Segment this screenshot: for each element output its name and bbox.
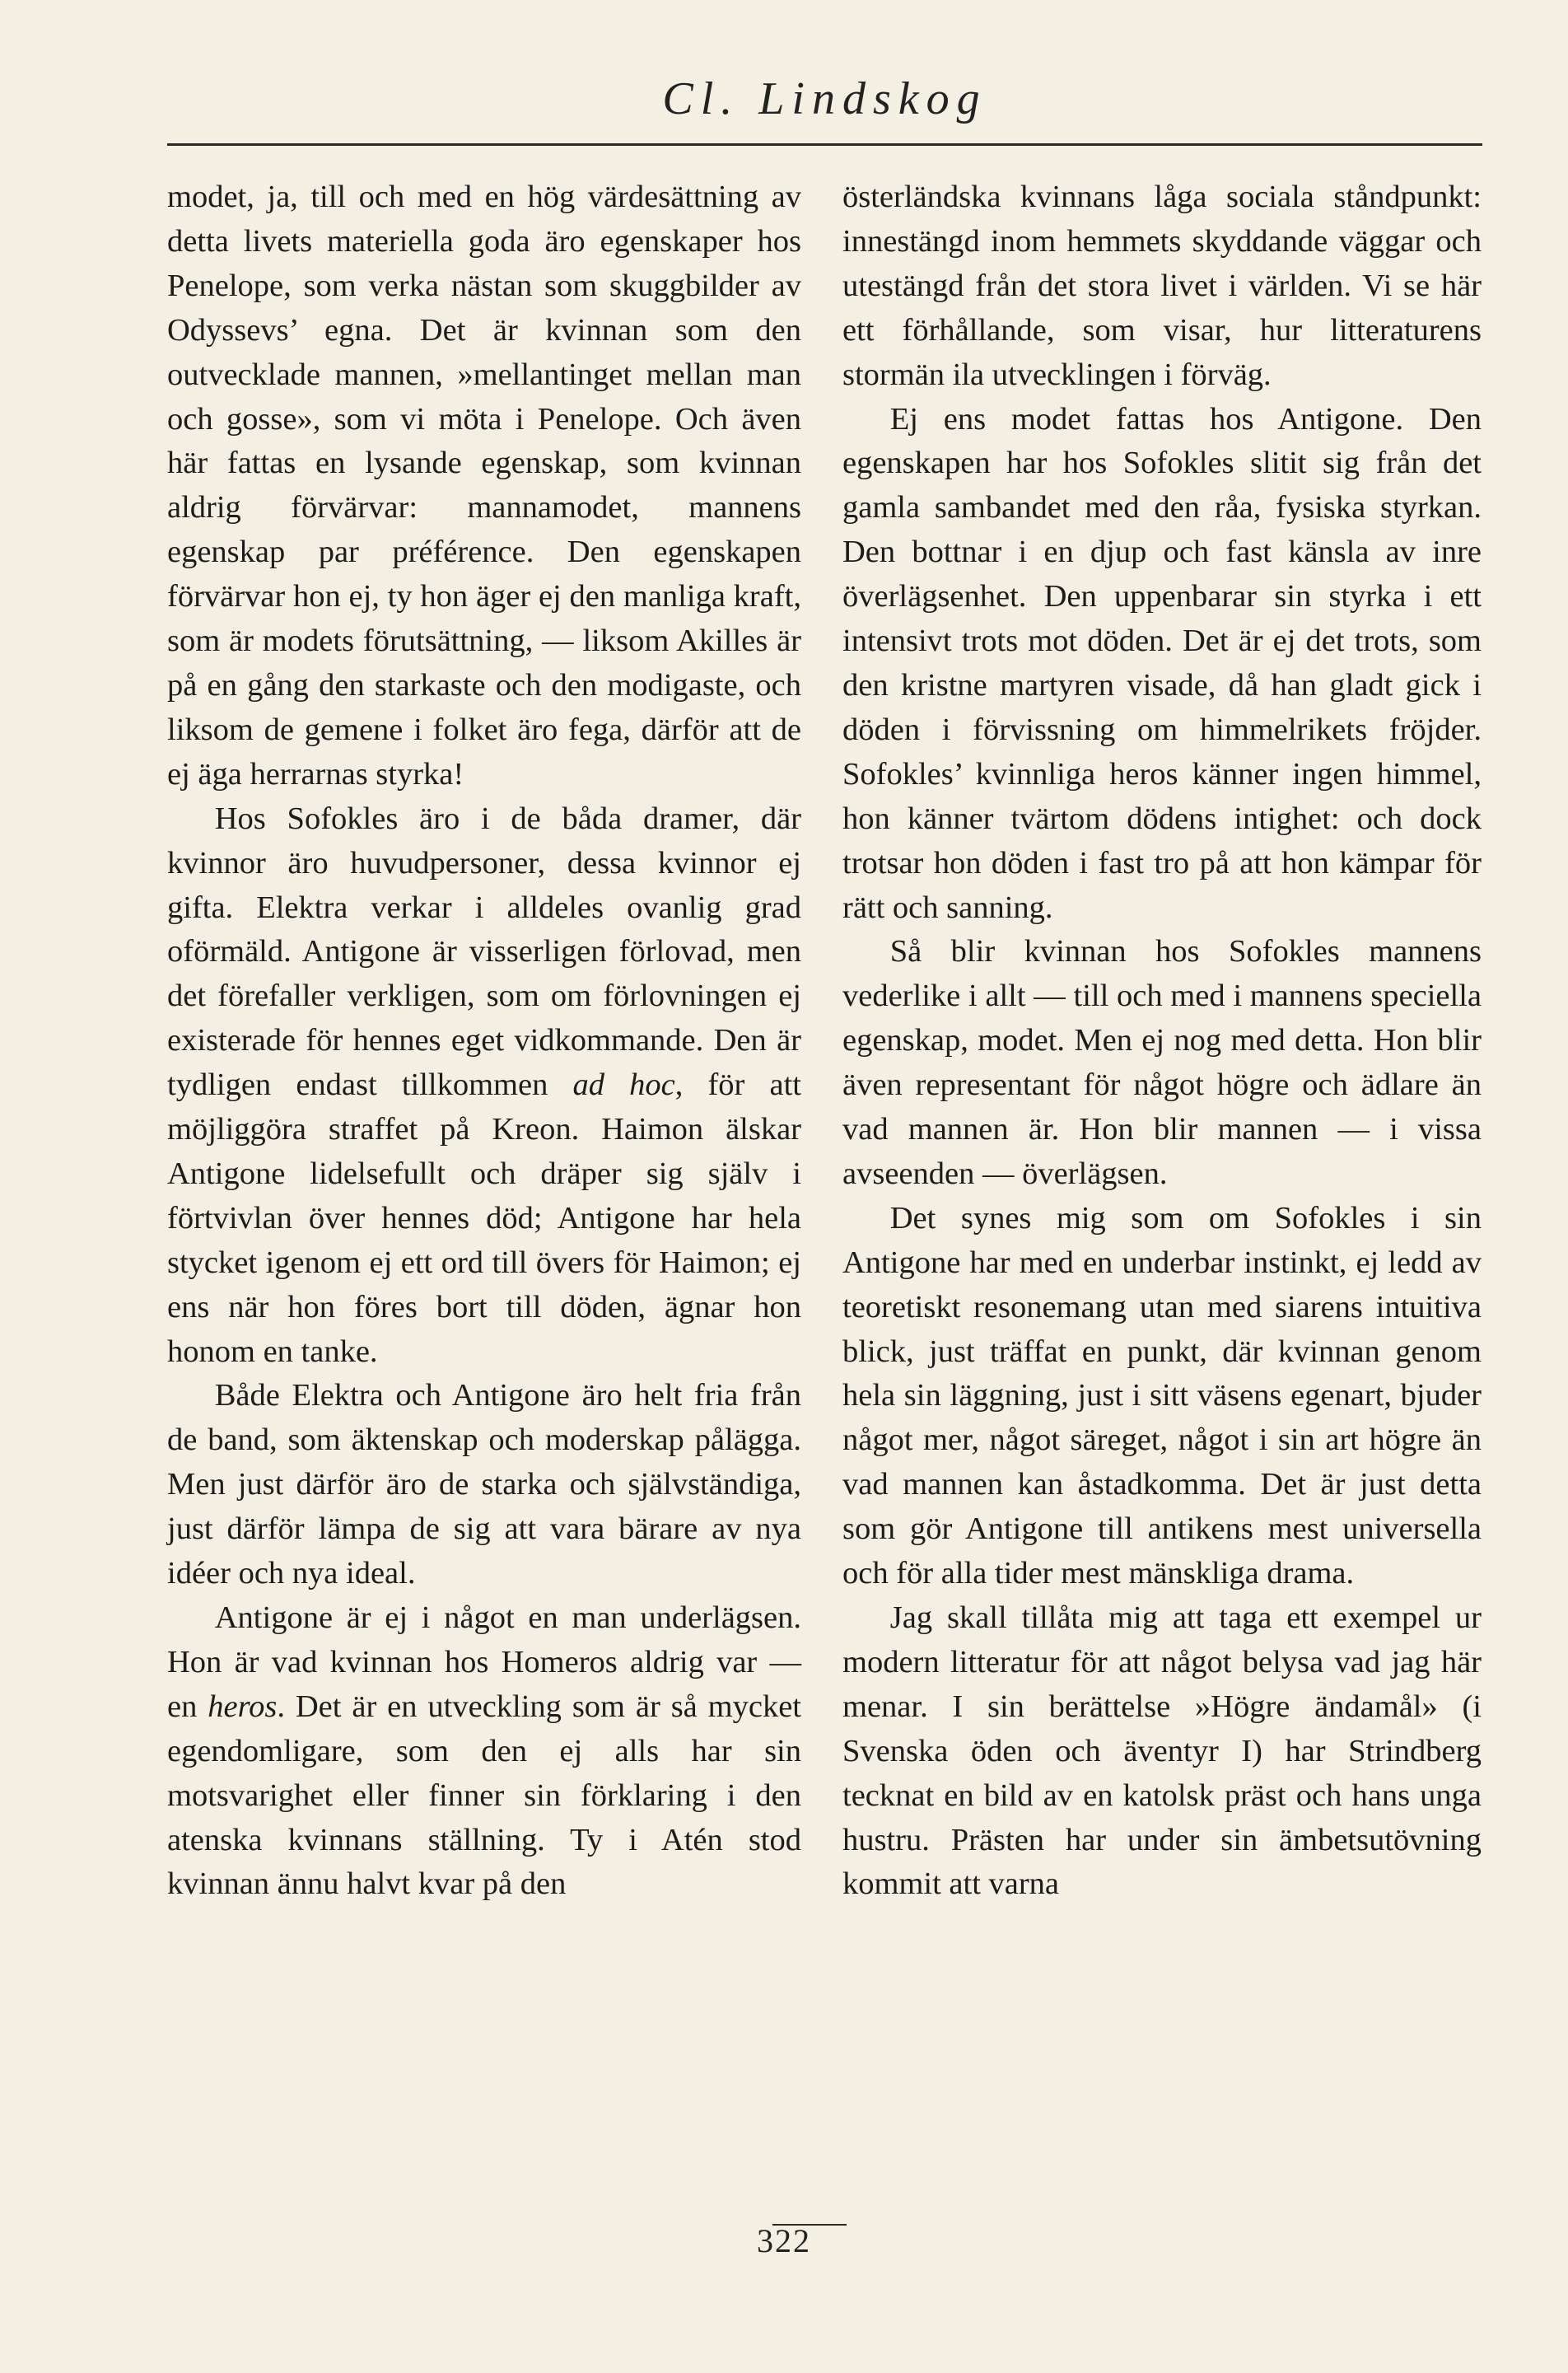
italic-text: ad hoc — [572, 1067, 675, 1103]
paragraph: modet, ja, till och med en hög värdesättning av detta livets materiella goda äro egenskaper hos Penelope, som verka nästan som skuggbilder av Odyssevs’ egna. Det är kvinnan som den outvecklade mannen, »mellantinget mellan man och gosse», som vi möta i Penelope. Och även här fattas en lysande egenskap, som kvinnan aldrig förvärvar: mannamodet, mannens egenskap par préférence. Den egenskapen förvärvar hon ej, ty hon äger ej den manliga kraft, som är modets förutsättning, — liksom Akilles är på en gång den starkaste och den modigaste, och liksom de gemene i folket äro fega, därför att de ej äga herrarnas styrka! — [167, 180, 801, 792]
header-rule — [167, 143, 1482, 146]
paragraph: Ej ens modet fattas hos Antigone. Den egenskapen har hos Sofokles slitit sig från det gamla sambandet med den råa, fysiska styrkan. Den bottnar i en djup och fast känsla av inre överlägsenhet. Den uppenbarar sin styrka i ett intensivt trots mot döden. Det är ej det trots, som den kristne martyren visade, då han gladt gick i döden i förvissning om himmelrikets fröjder. Sofokles’ kvinnliga heros känner ingen himmel, hon känner tvärtom dödens intighet: och dock trotsar hon döden i fast tro på att hon kämpar för rätt och sanning. — [842, 401, 1482, 925]
text-run: . Det är en utveckling som är så mycket egendomligare, som den ej alls har sin motsvarighet eller finner sin förklaring i den atenska kvinnans ställning. Ty i Atén stod kvinnan ännu halvt kvar på den — [167, 1689, 801, 1902]
paragraph: Så blir kvinnan hos Sofokles mannens vederlike i allt — till och med i mannens speciella egenskap, modet. Men ej nog med detta. Hon blir även representant för något högre och ädlare än vad mannen är. Hon blir mannen — i vissa avseenden — överlägsen. — [842, 934, 1482, 1191]
paragraph: Jag skall tillåta mig att taga ett exempel ur modern litteratur för att något belysa vad jag här menar. I sin berättelse »Högre ändamål» (i Svenska öden och äventyr I) har Strindberg tecknat en bild av en katolsk präst och hans unga hustru. Prästen har under sin ämbetsutövning kommit att varna — [842, 1600, 1482, 1902]
text-run: Antigone är ej i något en man underlägsen. Hon är vad kvinnan hos Homeros aldrig var — en — [167, 1600, 801, 1724]
text-run: , för att möjliggöra straffet på Kreon. Haimon älskar Antigone lidelsefullt och dräper sig själv i förtvivlan över hennes död; Antigone har hela stycket igenom ej ett ord till övers för Haimon; ej ens när hon föres bort till döden, ägnar hon honom en tanke. — [167, 1067, 801, 1369]
italic-text: heros — [208, 1689, 278, 1724]
left-column — [167, 175, 801, 1907]
running-title: Cl. Lindskog — [662, 73, 987, 124]
text-run: Hos Sofokles äro i de båda dramer, där kvinnor äro huvudpersoner, dessa kvinnor ej gifta. Elektra verkar i alldeles ovanlig grad oförmäld. Antigone är visserligen förlovad, men det förefaller verkligen, som om förlovningen ej existerade för hennes eget vidkommande. Den är tydligen endast tillkommen — [167, 801, 801, 1103]
paragraph — [167, 797, 801, 1375]
paragraph — [167, 1596, 801, 1907]
paragraph: Det synes mig som om Sofokles i sin Antigone har med en underbar instinkt, ej ledd av teoretiskt resonemang utan med siarens intuitiva blick, just träffat en punkt, där kvinnan genom hela sin läggning, just i sitt väsens egenart, bjuder något mer, något säreget, något i sin art högre än vad mannen kan åstadkomma. Det är just detta som gör Antigone till antikens mest universella och för alla tider mest mänskliga drama. — [842, 1200, 1482, 1591]
paragraph: Både Elektra och Antigone äro helt fria från de band, som äktenskap och moderskap pålägga. Men just därför äro de starka och självständiga, just därför lämpa de sig att vara bärare av nya idéer och nya ideal. — [167, 1378, 801, 1591]
right-column — [842, 175, 1482, 1907]
paragraph: österländska kvinnans låga sociala ståndpunkt: innestängd inom hemmets skyddande väggar och utestängd från det stora livet i världen. Vi se här ett förhållande, som visar, hur litteraturens stormän ila utvecklingen i förväg. — [842, 180, 1482, 392]
running-header — [167, 72, 1482, 147]
page-number: 322 — [757, 2222, 811, 2259]
